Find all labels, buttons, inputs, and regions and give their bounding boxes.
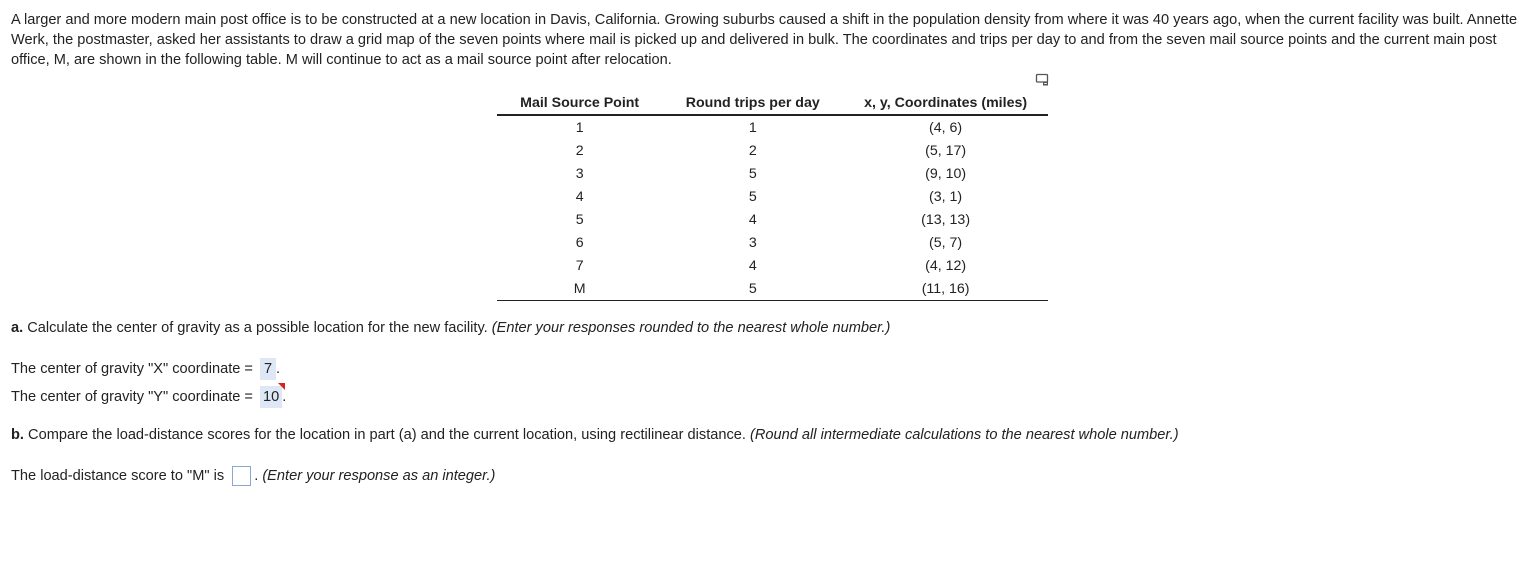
- header-coordinates: x, y, Coordinates (miles): [843, 92, 1048, 115]
- x-coordinate-answer[interactable]: 7: [260, 358, 276, 380]
- table-row: [497, 277, 1048, 301]
- part-a-text: Calculate the center of gravity as a possible location for the new facility.: [23, 320, 492, 336]
- x-coordinate-label: The center of gravity "X" coordinate =: [11, 360, 258, 377]
- coords-cell: (4, 6): [929, 119, 963, 136]
- part-b-label: b.: [11, 427, 24, 443]
- x-coordinate-suffix: .: [276, 360, 281, 377]
- header-mail-source-point: Mail Source Point: [497, 92, 662, 115]
- table-row: [497, 185, 1048, 208]
- load-distance-suffix: .: [254, 468, 263, 484]
- point-cell: 2: [575, 142, 584, 159]
- coords-cell: (9, 10): [925, 165, 967, 182]
- point-cell: 7: [575, 257, 584, 274]
- table-row: [497, 162, 1048, 185]
- table-row: [497, 231, 1048, 254]
- trips-cell: 4: [748, 211, 757, 228]
- table-row: [497, 139, 1048, 162]
- part-b-question: [11, 425, 1179, 445]
- part-a-label: a.: [11, 320, 24, 336]
- trips-cell: 2: [748, 142, 757, 159]
- coords-cell: (4, 12): [925, 257, 967, 274]
- point-cell: 6: [575, 234, 584, 251]
- table-header-row: [497, 92, 1048, 115]
- coords-cell: (5, 17): [925, 142, 967, 159]
- point-cell: 1: [575, 119, 584, 136]
- table-row: [497, 254, 1048, 277]
- load-distance-row: [11, 466, 495, 486]
- part-b-text: Compare the load-distance scores for the location in part (a) and the current location, using rectilinear distance.: [23, 427, 751, 443]
- part-a-hint: (Enter your responses rounded to the nearest whole number.): [491, 320, 891, 336]
- y-coordinate-row: [11, 386, 286, 408]
- point-cell: 5: [575, 211, 584, 228]
- coords-cell: (5, 7): [929, 234, 963, 251]
- trips-cell: 4: [748, 257, 757, 274]
- trips-cell: 5: [662, 277, 843, 301]
- part-a-question: [11, 318, 890, 338]
- point-cell: 4: [575, 188, 584, 205]
- load-distance-label: The load-distance score to "M" is: [11, 468, 229, 484]
- trips-cell: 5: [748, 165, 757, 182]
- point-cell: 3: [575, 165, 584, 182]
- copy-table-icon[interactable]: [1035, 73, 1049, 87]
- y-coordinate-suffix: .: [282, 388, 287, 405]
- trips-cell: 1: [748, 119, 757, 136]
- coords-cell: (3, 1): [929, 188, 963, 205]
- trips-cell: 5: [748, 188, 757, 205]
- coords-cell: (13, 13): [921, 211, 971, 228]
- y-coordinate-label: The center of gravity "Y" coordinate =: [11, 388, 258, 405]
- y-coordinate-answer[interactable]: 10: [260, 386, 282, 408]
- table-row: [497, 208, 1048, 231]
- part-b-hint: (Round all intermediate calculations to the nearest whole number.): [750, 427, 1179, 443]
- table-row: [497, 115, 1048, 139]
- x-coordinate-row: [11, 358, 280, 380]
- mail-source-table: [497, 92, 1048, 301]
- load-distance-hint: (Enter your response as an integer.): [262, 468, 496, 484]
- load-distance-input[interactable]: [232, 466, 251, 486]
- coords-cell: (11, 16): [843, 277, 1048, 301]
- header-round-trips: Round trips per day: [662, 92, 843, 115]
- problem-intro: A larger and more modern main post office is to be constructed at a new location in Davis, California. Growing suburbs caused a shift in the population density from where it was 40 years ago, when the current facility was built. Annette Werk, the postmaster, asked her assistants to draw a grid map of the seven points where mail is picked up and delivered in bulk. The coordinates and trips per day to and from the seven mail source points and the current main post office, M, are shown in the following table. M will continue to act as a mail source point after relocation.: [11, 12, 1518, 68]
- trips-cell: 3: [748, 234, 757, 251]
- point-cell: M: [497, 277, 662, 301]
